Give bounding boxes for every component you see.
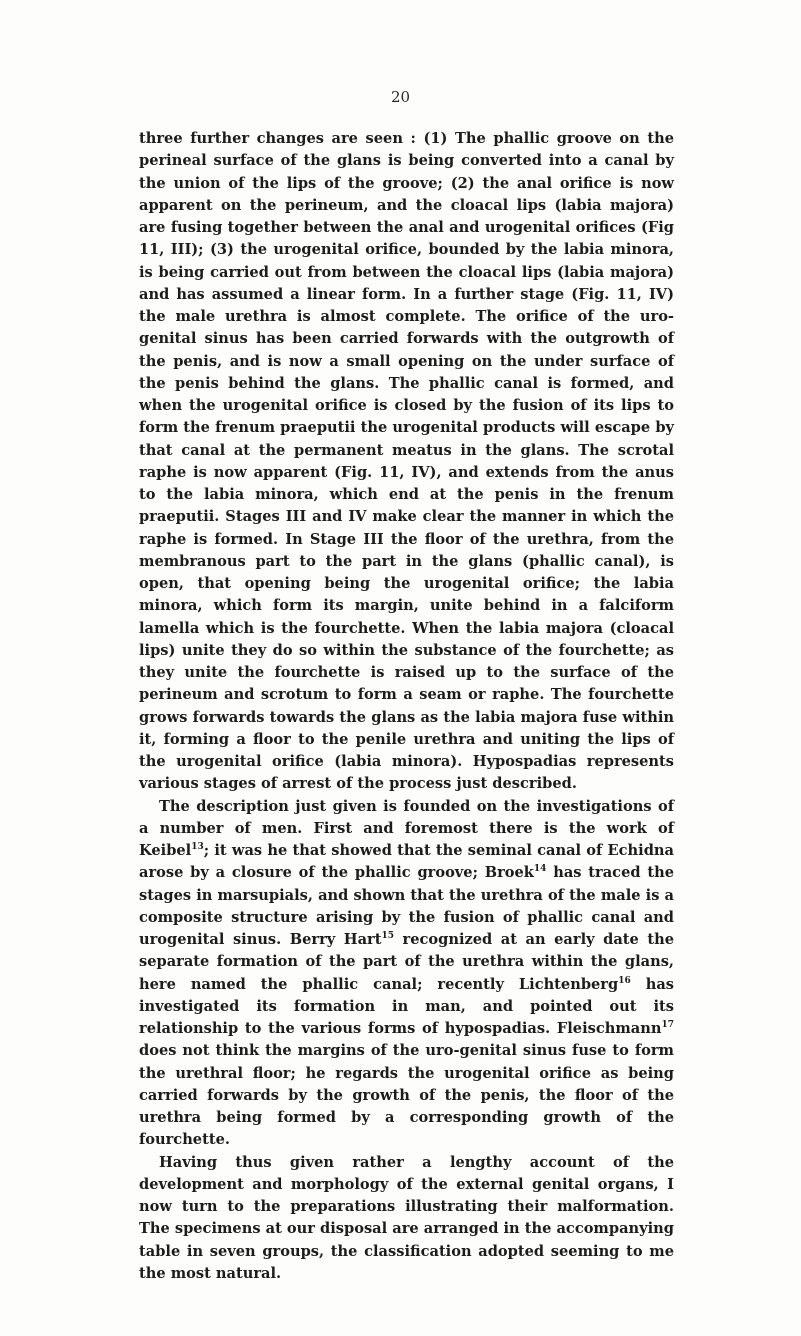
- text-segment: does not think the margins of the uro-genital sinus fuse to form the urethral floor; he regards the urogenital orifice as being carried forwards by the growth of the penis, the floor of the urethra being formed by a corresponding growth of the fourchette.: [139, 1042, 674, 1149]
- text-segment: Having thus given rather a lengthy account of the development and morphology of the external genital organs, I now turn to the preparations illustrating their malformation. The specimens at our disposal are arranged in the accompanying table in seven groups, the classification adopted seeming to me the most natural.: [139, 1153, 674, 1282]
- paragraph: [139, 128, 674, 796]
- paragraph: [139, 796, 674, 1152]
- footnote-ref: 15: [381, 931, 394, 942]
- footnote-ref: 16: [618, 975, 631, 986]
- paragraph: [139, 1152, 674, 1286]
- text-segment: ; it was he that showed that the seminal canal of Echidna arose by a closure of the phallic groove; Broek: [139, 842, 674, 882]
- footnote-ref: 17: [661, 1020, 674, 1031]
- footnote-ref: 13: [191, 842, 204, 853]
- body-text: [139, 128, 674, 1285]
- page-number: 20: [390, 88, 411, 106]
- text-segment: three further changes are seen : (1) The phallic groove on the perineal surface of the glans is being converted into a canal by the union of the lips of the groove; (2) the anal orifice is now apparent on the perineum, and the cloacal lips (labia majora) are fusing together between the anal and urogenital orifices (Fig 11, III); (3) the urogenital orifice, bounded by the labia minora, is being carried out from between the cloacal lips (labia majora) and has assumed a linear form. In a further stage (Fig. 11, IV) the male urethra is almost complete. The orifice of the uro-genital sinus has been carried forwards with the outgrowth of the penis, and is now a small opening on the under surface of the penis behind the glans. The phallic canal is formed, and when the urogenital orifice is closed by the fusion of its lips to form the frenum praeputii the urogenital products will escape by that canal at the permanent meatus in the glans. The scrotal raphe is now apparent (Fig. 11, IV), and extends from the anus to the labia minora, which end at the penis in the frenum praeputii. Stages III and IV make clear the manner in which the raphe is formed. In Stage III the floor of the urethra, from the membranous part to the part in the glans (phallic canal), is open, that opening being the urogenital orifice; the labia minora, which form its margin, unite behind in a falciform lamella which is the fourchette. When the labia majora (cloacal lips) unite they do so within the substance of the fourchette; as they unite the fourchette is raised up to the surface of the perineum and scrotum to form a seam or raphe. The fourchette grows forwards towards the glans as the labia majora fuse within it, forming a floor to the penile urethra and uniting the lips of the urogenital orifice (labia minora). Hypospadias represents various stages of arrest of the process just described.: [139, 130, 674, 793]
- text-segment: The description just given is founded on the investigations of a number of men. First and foremost there is the work of Keibel: [139, 797, 674, 859]
- footnote-ref: 14: [533, 864, 547, 875]
- text-segment: recognized at an early date the separate formation of the part of the urethra within the glans, here named the phallic canal; recently Lichtenberg: [139, 931, 674, 993]
- text-segment: has traced the stages in marsupials, and shown that the urethra of the male is a composite structure arising by the fusion of phallic canal and urogenital sinus. Berry Hart: [139, 864, 674, 948]
- text-segment: has investigated its formation in man, and pointed out its relationship to the various forms of hypospadias. Fleischmann: [139, 975, 674, 1037]
